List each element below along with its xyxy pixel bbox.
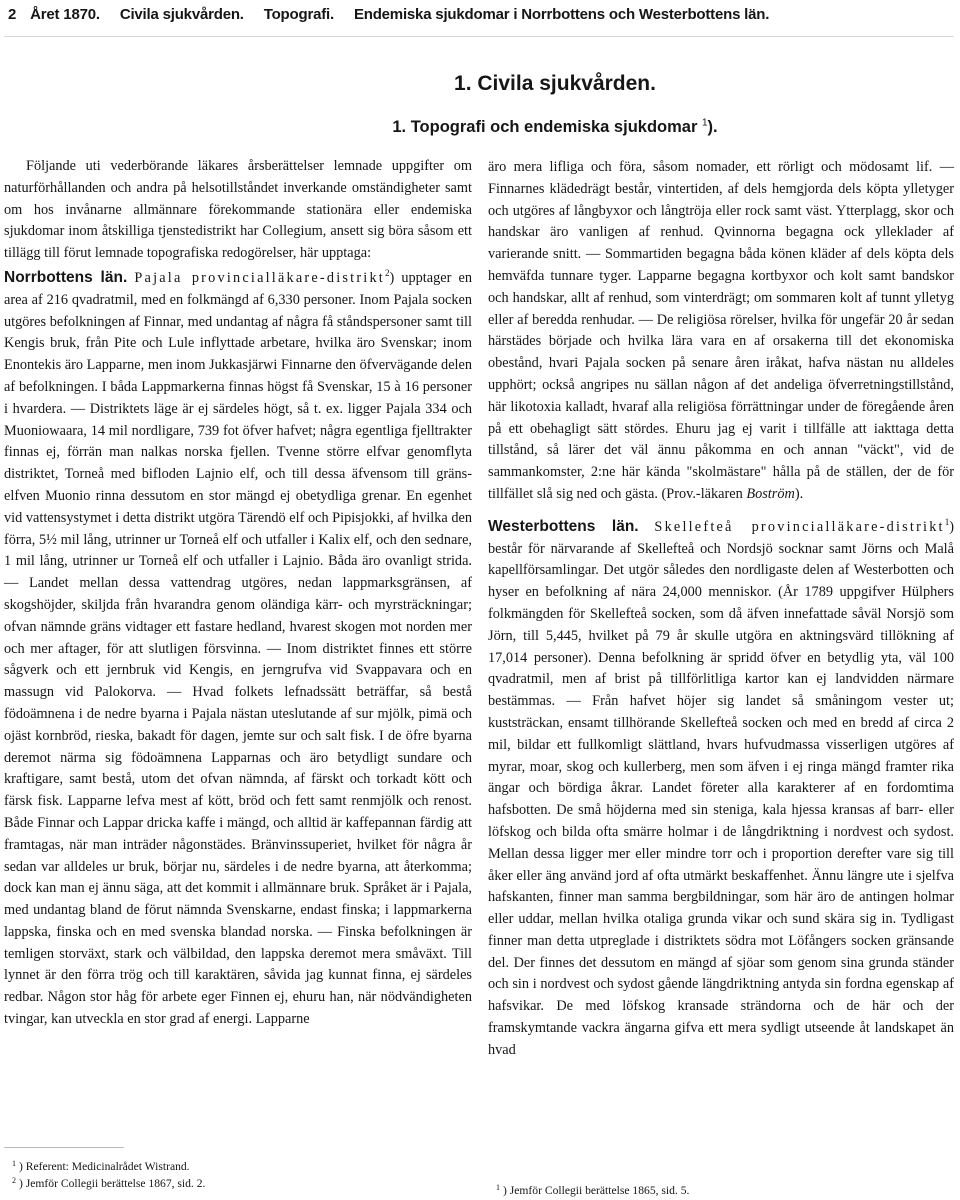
footnote (12, 1157, 452, 1174)
header-topic: Topografi. (263, 6, 334, 23)
skelleftea-body: ) består för närvarande af Skellefteå och Nordsjö socknar samt Jörns och Malå kapellförsamlingar. Det utgör således den nordligaste delen af Westerbotten och hyser en befolkning af nära 24,000 menniskor. (År 1789 uppgifver Hülphers folkmängden för Skellefteå socken, som då äfven innefattade såväl Norsjö som Jörn, till 5,445, hvilket på 79 år skulle utgöra en aktningsvärd tillökning af 17,014 personer). Denna befolkning är spridd öfver en betydlig yta, väl 100 qvadratmil, men af brist på tillförlitliga kartor kan ej landvidden närmare bestämmas. — Från hafvet höjer sig landet så småningom vester ut; kuststräckan, ensamt tillhörande Skellefteå socken och med en bredd af circa 2 mil, bildar ett fullkomligt slättland, hvars hufvudmassa visserligen utgöres af myrar, moar, skog och kullerberg, men som äfven i ej ringa mängd framter rika ängar och bördiga åkrar. Landet företer alla karakterer af en fordomtima hafsbotten. De små höjderna med sin steniga, kala hjessa kransas af barr- eller löfskog och bilda ofta smärre holmar i de långdriktning i nordvest och sydost. Mellan dessa ligger mer eller mindre torr och i proportion derefter vare sig till åker eller äng använd jord af ofta utmärkt beskaffenhet. Ännu längre ute i sjelfva hafskanten, finner man samma bergbildningar, som här äro de antingen holmar eller uddar, mellan hvilka otaliga grunda vikar och sund skära sig in. Tydligast finner man detta utpreglade i distriktets södra mot Löfångers socken gränsande del. Der finnes det dessutom en mängd af sjöar som genom sina grunda ständer och sin i nordvest och sydost gående längdriktning antyda sin fordna egenskap af hafsvikar. De med löfskog kransade strändorna och de här och der framskymtande vackra ängarna gifva ett mera sydligt utseende åt landskapet än hvad (488, 518, 954, 1058)
footnote-text: ) Jemför Collegii berättelse 1867, sid. 2. (19, 1177, 206, 1190)
attribution-prefix: (Prov.-läkaren (661, 485, 747, 502)
continued-text: äro mera lifliga och föra, såsom nomader, ett rörligt och mödosamt lif. — Finnarnes klädedrägt består, vintertiden, af dels hemgjorda dels köpta ylletyger och utgöres af långbyxor och långtröja eller rock samt väst. Ytterplagg, skor och handskar äro vanligen af renhud. Qvinnorna begagna ock ylleklader af varierande snitt. — Sommartiden begagna båda könen kläder af dels köpta dels hemväfda tunnare tyger. Lapparne begagna kortbyxor och kolt samt bandskor och handskar, allt af renhud, som vinterdrägt; om sommaren kolt af tunnt ylletyg eller af beredda renhudar. — De religiösa rörelser, hvilka för ungefär 20 år sedan härstädes började och hvilka lära vara en af orsakerna till det ekonomiska obestånd, hvari Pajala socken på senare åren iråkat, hafva nästan nu alldeles upphört; också angripes nu sällan någon af det andeliga öfverretningstillstånd, här likotoxia kalladt, hvaraf alla religiösa förrättningar under de föregående åren på ett obehagligt sätt stördes. Ehuru jag ej varit i tillfälle att iakttaga detta tillstånd, så lärer det väl ännu påkomma en och annan "väckt", vid de sammankomster, 2:ne här kända "skolmästare" hålla på de ställen, der de för tillfället slå sig ned och gästa. (488, 159, 954, 502)
left-column (4, 156, 472, 1031)
pajala-district-name: Pajala provincialläkare-distrikt (134, 269, 385, 286)
page-number: 2 (8, 6, 17, 23)
footnote (496, 1181, 936, 1198)
norrbotten-paragraph (4, 267, 472, 1031)
header-year: Året 1870. (30, 6, 100, 23)
skelleftea-district-name: Skellefteå provincialläkare-distrikt (654, 518, 945, 535)
attribution-suffix: ). (794, 485, 804, 502)
pajala-body: ) upptager en area af 216 qvadratmil, med en folkmängd af 6,330 personer. Inom Pajala socken utgöres befolkningen af Finnar, med undantag af några få ståndspersoner samt till Kengis bruk, från Pite och Lule inflyttade arbetare, hvilka äro Svenskar; inom Enontekis äro Lapparne, men inom Jukkasjärwi Finnarne den öfvervägande delen af befolkningen. I båda Lappmarkerna finnas högst få Svenskar, 15 à 16 personer i hvardera. — Distriktets läge är ej särdeles högt, så t. ex. ligger Pajala 334 och Muoniowaara, 14 mil nordligare, 739 fot öfver hafvet; några egentliga fjelltrakter finnas ej, förrän man nalkas norska fjellen. Tvenne större elfvar genomflyta distriktet, Torneå med bifloden Lajnio elf, och till dessa äfvensom till gräns-elfven Muonio rinna dessutom en stor mängd ej obetydliga grenar. En egenhet vid vattensystymet i detta distrikt utgöra Tärendö elf och Pipisjokki, af hvilka den förra, 5½ mil lång, utrinner ur Torneå elf och utfaller i Kalix elf, och den sednare, 1 mil lång, utrinner ur Torneå elf och utfaller i Lajnio. Båda äro ovanligt strida. — Landet mellan dessa vattendrag utgöres, nedan lappmarksgränsen, af skogshöjder, skiljda från hvarandra genom oländiga kärr- och myrsträckningar; ofvan nämnde gräns vidtager ett fastare hedland, hvarest skogen mot norden mer och mer aftager, för att slutligen försvinna. — Inom distriktet finnes ett större sågverk och ett jernbruk vid Kengis, en jerngrufva vid Svappavara och en massugn vid Palokorva. — Hvad folkets lefnadssätt beträffar, så bestå födoämnena i de nedre byarna i Pajala nästan uteslutande af sur mjölk, pimä och ojäst kornbröd, rieska, bakadt för dagen, jemte sur och salt fisk. I de öfre byarna deremot närma sig födoämnena Lapparnas och äro betydligt sundare och kraftigare, samt bestå, utom det ofvan nämnda, af färskt och torkadt kött och färsk fisk. Lapparne lefva mest af kött, bröd och fett samt renmjölk och renost. Både Finnar och Lappar dricka kaffe i mängd, och alltid är kaffepannan färdig att framtagas, när man inträder någonstädes. Bränvinssuperiet, hvilket för några år sedan var alldeles ur bruk, börjar nu, särdeles i de nedre byarna, att återkomma; dock kan man ej ännu säga, att det kommit i allmännare bruk. Språket är i Pajala, med undantag bland de förut nämnda Svenskarne, endast finska; i lappmarkerna lappska, finska och en med svenska blandad norska. — Finska befolkningen är temligen storväxt, stark och välbildad, den lappska deremot mera småväxt. Till lynnet är den förra trög och till karaktären, såvida jag kunnat finna, ej särdeles redbar. Någon stor håg för arbete eger Finnen ej, ehuru han, när nödvändigheten tvingar, kan utveckla en stor grad af energi. Lapparne (4, 269, 472, 1028)
pajala-note-mark: 2 (384, 268, 390, 279)
header-subtopic: Endemiska sjukdomar i Norrbottens och Westerbottens län. (353, 6, 770, 23)
running-header (8, 6, 948, 23)
header-rule (4, 36, 954, 37)
continued-paragraph (488, 157, 954, 506)
footnote-text: ) Referent: Medicinalrådet Wistrand. (19, 1160, 190, 1173)
footnote-mark: 1 (12, 1159, 16, 1168)
footnote (12, 1174, 452, 1191)
right-column (488, 157, 954, 1062)
section-title-text: 1. Topografi och endemiska sjukdomar (392, 118, 698, 136)
chapter-title: 1. Civila sjukvården. (454, 72, 656, 95)
norrbotten-heading: Norrbottens län. (4, 268, 128, 286)
footnotes-right (496, 1181, 936, 1198)
footnotes-left (12, 1157, 452, 1191)
westerbotten-heading: Westerbottens län. (488, 517, 639, 535)
footnote-mark: 1 (496, 1183, 500, 1192)
attribution-name: Boström (746, 485, 795, 502)
footnote-text: ) Jemför Collegii berättelse 1865, sid. 5. (503, 1184, 690, 1197)
footnote-mark: 2 (12, 1176, 16, 1185)
westerbotten-paragraph (488, 516, 954, 1062)
section-title: 1. Topografi och endemiska sjukdomar $^1$). (392, 117, 718, 136)
section-title-note: 1 (701, 117, 708, 129)
footnote-rule (4, 1147, 124, 1148)
header-section: Civila sjukvården. (119, 6, 244, 23)
skelleftea-note-mark: 1 (944, 516, 950, 527)
intro-paragraph: Följande uti vederbörande läkares årsberättelser lemnade uppgifter om naturförhållanden och andra på helsotillståndet inverkande omständigheter samt om hos invånarne allmännare förekommande stationära eller endemiska sjukdomar inom åtskilliga tjenstedistrikt har Collegium, ansett sig böra såsom ett tillägg till förut lemnade topografiska redogörelser, här upptaga: (4, 158, 472, 262)
